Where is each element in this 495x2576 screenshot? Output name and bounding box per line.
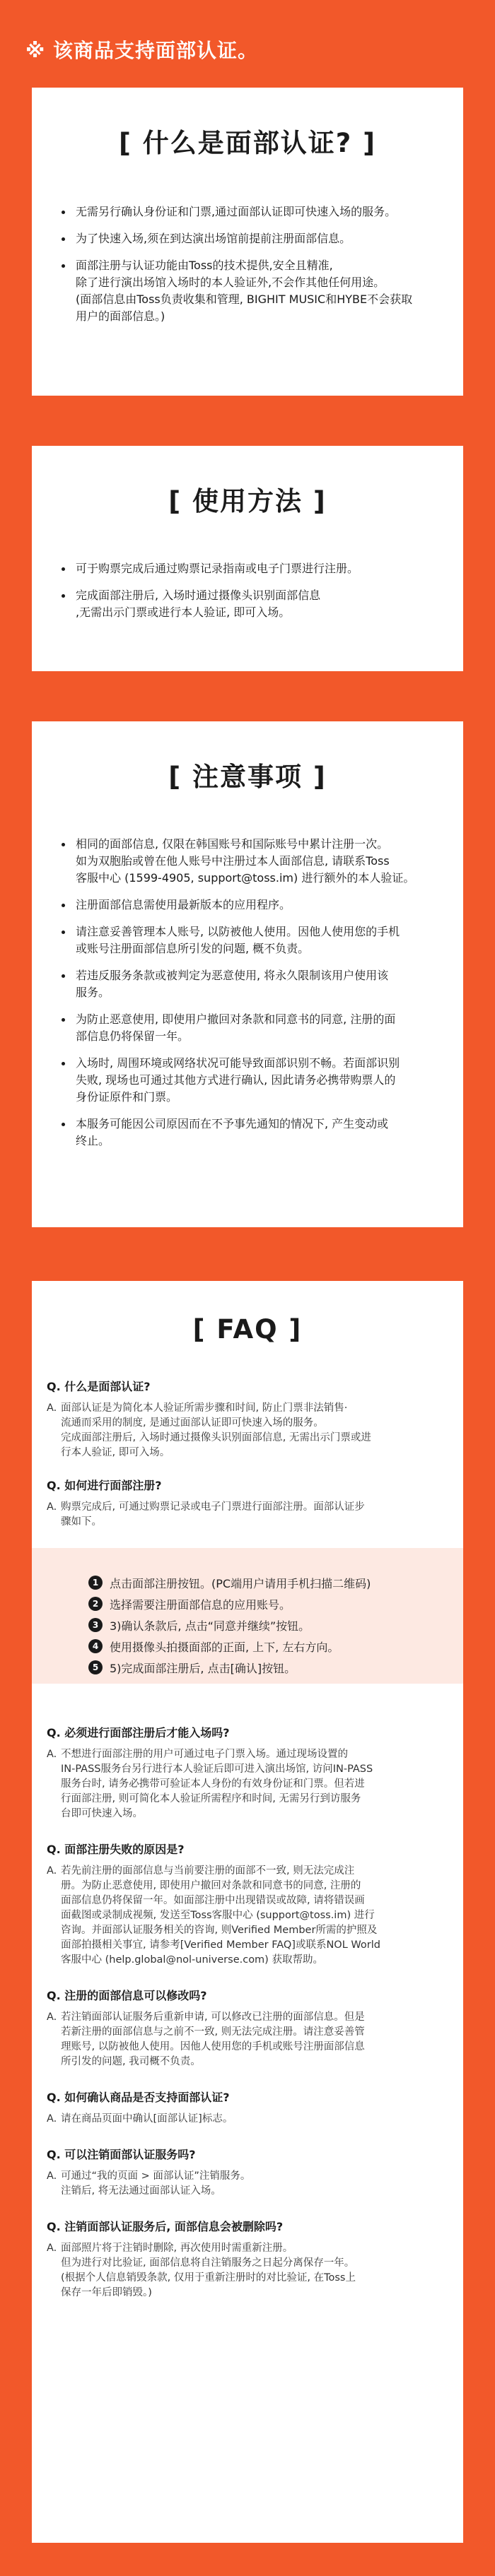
faq-question: Q. 注销面部认证服务后, 面部信息会被删除吗?: [47, 2220, 284, 2233]
faq-answer: A. 不想进行面部注册的用户可通过电子门票入场。通过现场设置的 IN-PASS服务台另行进行本人验证后即可进入演出场馆, 访问IN-PASS 服务台时, 请务必携带可验证本人身份的有效身份证和门票。但若进 行面部注册, 则可简化本人验证所需程序和时间, 无需另行到访服务 台即可快速入场。: [47, 1749, 373, 1819]
faq-item: [47, 2089, 448, 2127]
face-registration-steps: [32, 1548, 463, 1684]
faq-question: Q. 什么是面部认证?: [47, 1380, 151, 1393]
faq-question: Q. 如何确认商品是否支持面部认证?: [47, 2091, 230, 2104]
faq-answer: A. 面部认证是为简化本人验证所需步骤和时间, 防止门票非法销售· 流通而采用的制度, 是通过面部认证即可快速入场的服务。 完成面部注册后, 入场时通过摄像头识别面部信息, 无需出示门票或进 行本人验证, 即可入场。: [47, 1402, 371, 1458]
list-item: 面部注册与认证功能由Toss的技术提供,安全且精准, 除了进行演出场馆入场时的本人验证外,不会作其他任何用途。 (面部信息由Toss负责收集和管理, BIGHIT MUSIC和HYBE不会获取 用户的面部信息。): [60, 257, 435, 325]
section-how-title: [ 使用方法 ]: [168, 486, 327, 516]
faq-question: Q. 如何进行面部注册?: [47, 1479, 162, 1492]
faq-answer: A. 若先前注册的面部信息与当前要注册的面部不一致, 则无法完成注 册。为防止恶意使用, 即使用户撤回对条款和同意书的同意, 注册的 面部信息仍将保留一年。如面部注册中出现错误或故障, 请将错误画 面截图或录制成视频, 发送至Toss客服中心 (support@toss.im) 进行 咨询。并面部认证服务相关的咨询, 则Verified Member所需的护照及 面部拍摄相关事宜, 请参考[Verified Member FAQ]或联系NOL World 客服中心 (help.global@nol-universe.com) 获取帮助。: [47, 1865, 380, 1966]
section-faq: [32, 1281, 463, 2543]
faq-answer: A. 购票完成后, 可通过购票记录或电子门票进行面部注册。面部认证步 骤如下。: [47, 1501, 365, 1528]
step-number: 4: [88, 1639, 103, 1653]
step-item: 1 点击面部注册按钮。(PC端用户请用手机扫描二维码): [32, 1572, 463, 1593]
section-faq-title: [ FAQ ]: [192, 1314, 303, 1345]
step-number: 3: [88, 1618, 103, 1632]
list-item: 为了快速入场,须在到达演出场馆前提前注册面部信息。: [60, 230, 435, 247]
faq-item: [47, 1477, 448, 1530]
faq-item: [47, 1725, 448, 1821]
faq-question: Q. 可以注销面部认证服务吗?: [47, 2148, 196, 2161]
step-number: 2: [88, 1597, 103, 1611]
faq-item: [47, 1841, 448, 1968]
step-item: 3 3)确认条款后, 点击“同意并继续”按钮。: [32, 1614, 463, 1636]
section-how-list: [60, 560, 435, 621]
section-notes: [32, 721, 463, 1227]
faq-answer: A. 面部照片将于注销时删除, 再次使用时需重新注册。 但为进行对比验证, 面部信息将自注销服务之日起分离保存一年。 (根据个人信息销毁条款, 仅用于重新注册时的对比验证, 在Toss上 保存一年后即销毁。): [47, 2243, 356, 2298]
section-what-list: [60, 203, 435, 325]
list-item: 无需另行确认身份证和门票,通过面部认证即可快速入场的服务。: [60, 203, 435, 220]
faq-question: Q. 必须进行面部注册后才能入场吗?: [47, 1726, 230, 1739]
section-what: [32, 88, 463, 396]
list-item: 注册面部信息需使用最新版本的应用程序。: [60, 897, 435, 914]
faq-item: [47, 2218, 448, 2300]
list-item: 相同的面部信息, 仅限在韩国账号和国际账号中累计注册一次。 如为双胞胎或曾在他人账号中注册过本人面部信息, 请联系Toss 客服中心 (1599-4905, support@toss.im) 进行额外的本人验证。: [60, 836, 435, 887]
faq-item: [47, 1987, 448, 2069]
list-item: 请注意妥善管理本人账号, 以防被他人使用。因他人使用您的手机 或账号注册面部信息所引发的问题, 概不负责。: [60, 923, 435, 957]
notice-banner: ※ 该商品支持面部认证。: [25, 39, 258, 62]
list-item: 为防止恶意使用, 即使用户撤回对条款和同意书的同意, 注册的面 部信息仍将保留一年。: [60, 1011, 435, 1045]
step-number: 1: [88, 1576, 103, 1590]
list-item: 入场时, 周围环境或网络状况可能导致面部识别不畅。若面部识别 失败, 现场也可通过其他方式进行确认, 因此请务必携带购票人的 身份证原件和门票。: [60, 1055, 435, 1106]
faq-answer: A. 若注销面部认证服务后重新申请, 可以修改已注册的面部信息。但是 若新注册的面部信息与之前不一致, 则无法完成注册。请注意妥善管 理账号, 以防被他人使用。因他人使用您的手机或账号注册面部信息 所引发的问题, 我司概不负责。: [47, 2011, 365, 2067]
step-item: 4 使用摄像头拍摄面部的正面, 上下, 左右方向。: [32, 1636, 463, 1657]
faq-item: [47, 2146, 448, 2199]
faq-answer: A. 请在商品页面中确认[面部认证]标志。: [47, 2113, 233, 2125]
faq-list: [47, 1378, 448, 2300]
list-item: 若违反服务条款或被判定为恶意使用, 将永久限制该用户使用该 服务。: [60, 967, 435, 1001]
list-item: 本服务可能因公司原因而在不予事先通知的情况下, 产生变动或 终止。: [60, 1116, 435, 1150]
step-item: 2 选择需要注册面部信息的应用账号。: [32, 1593, 463, 1614]
section-how: [32, 446, 463, 671]
faq-item: [47, 1378, 448, 1460]
faq-question: Q. 注册的面部信息可以修改吗?: [47, 1989, 207, 2002]
faq-question: Q. 面部注册失败的原因是?: [47, 1843, 185, 1856]
faq-answer: A. 可通过“我的页面 > 面部认证”注销服务。 注销后, 将无法通过面部认证入场。: [47, 2170, 251, 2197]
list-item: 完成面部注册后, 入场时通过摄像头识别面部信息 ,无需出示门票或进行本人验证, 即可入场。: [60, 587, 435, 621]
section-notes-list: [60, 836, 435, 1150]
section-notes-title: [ 注意事项 ]: [168, 762, 327, 792]
step-item: 5 5)完成面部注册后, 点击[确认]按钮。: [32, 1657, 463, 1678]
list-item: 可于购票完成后通过购票记录指南或电子门票进行注册。: [60, 560, 435, 577]
step-number: 5: [88, 1660, 103, 1674]
section-what-title: [ 什么是面部认证? ]: [118, 128, 377, 158]
